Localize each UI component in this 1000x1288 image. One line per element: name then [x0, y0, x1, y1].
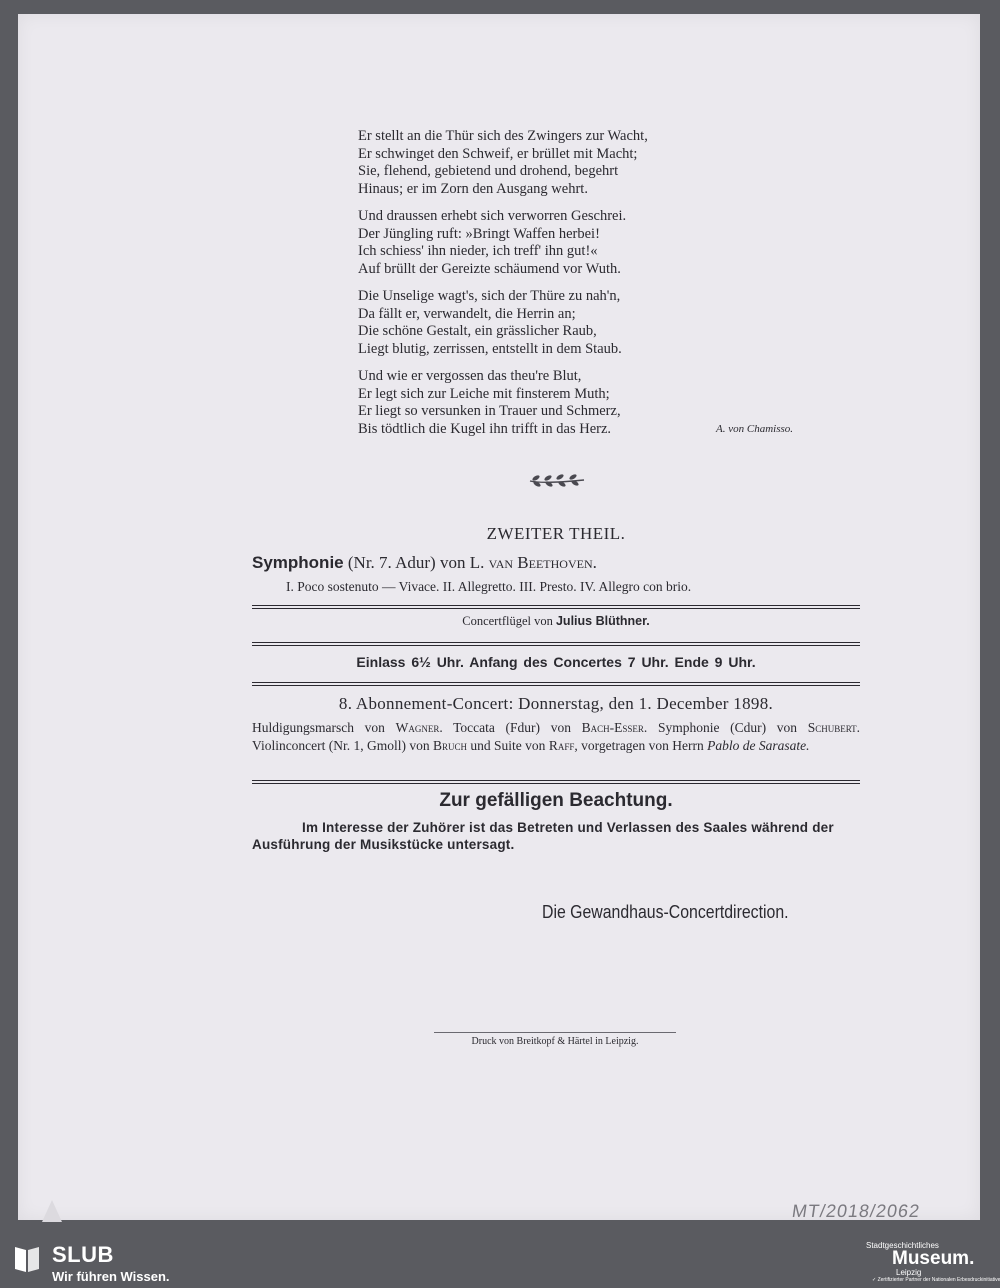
- composer-name: van Beethoven.: [488, 553, 597, 572]
- poem-line: Und draussen erhebt sich verworren Geschrei.: [358, 208, 627, 224]
- program-text: Huldigungsmarsch von: [252, 720, 385, 735]
- movements-list: I. Poco sostenuto — Vivace. II. Allegretto. III. Presto. IV. Allegro con brio.: [286, 579, 692, 594]
- slub-logo-icon: [12, 1244, 42, 1274]
- poem-line: Hinaus; er im Zorn den Ausgang wehrt.: [358, 180, 588, 197]
- poem-stanza: [358, 128, 648, 198]
- double-rule: [252, 682, 860, 686]
- poem-line: Sie, flehend, gebietend und drohend, begehrt: [358, 163, 619, 179]
- performer-name: Pablo de Sarasate.: [707, 738, 810, 753]
- work-title: Symphonie: [252, 553, 344, 572]
- archive-number: MT/2018/2062: [790, 1201, 922, 1221]
- poem-line: Er schwinget den Schweif, er brüllet mit Macht;: [358, 145, 638, 162]
- program-page: [18, 14, 980, 1220]
- printer-rule: [434, 1032, 676, 1033]
- program-text: vorgetragen von Herrn: [581, 738, 704, 753]
- museum-certificate: ✓ Zertifizierter Partner der Nationalen Erbesdruckinitiative: [872, 1277, 1000, 1283]
- poem-line: Ich schiess' ihn nieder, ich treff' ihn gut!«: [358, 243, 598, 259]
- concert-times: Einlass 6½ Uhr. Anfang des Concertes 7 Uhr. Ende 9 Uhr.: [356, 654, 756, 670]
- museum-name: Museum.: [892, 1248, 975, 1269]
- symphony-line: [252, 553, 597, 573]
- double-rule: [252, 642, 860, 646]
- next-concert-heading: 8. Abonnement-Concert: Donnerstag, den 1. December 1898.: [338, 694, 774, 713]
- poem-line: Er legt sich zur Leiche mit finsterem Muth;: [358, 385, 610, 402]
- work-detail: (Nr. 7. Adur) von L.: [347, 553, 485, 572]
- slub-tagline: Wir führen Wissen.: [52, 1269, 170, 1284]
- poem-line: Liegt blutig, zerrissen, entstellt in dem Staub.: [358, 340, 622, 357]
- laurel-ornament-icon: [528, 472, 586, 490]
- poem-line: Die Unselige wagt's, sich der Thüre zu nah'n,: [358, 288, 621, 304]
- poem-line: Die schöne Gestalt, ein grässlicher Raub,: [358, 323, 597, 339]
- composer-name: Wagner.: [395, 720, 443, 735]
- footer-bar: [0, 1238, 1000, 1288]
- piano-maker: Julius Blüthner.: [555, 614, 650, 628]
- poem-author: A. von Chamisso.: [716, 423, 793, 435]
- piano-credit: [252, 614, 860, 629]
- poem-line: Er liegt so versunken in Trauer und Schmerz,: [358, 403, 621, 419]
- composer-name: Schubert.: [807, 720, 861, 735]
- part-two-heading: ZWEITER THEIL.: [486, 524, 626, 543]
- notice-text: Im Interesse der Zuhörer ist das Betreten und Verlassen des Saales während der Ausführung der Musikstücke untersagt.: [252, 820, 834, 852]
- poem-line: Und wie er vergossen das theu're Blut,: [358, 368, 582, 384]
- notice-heading: Zur gefälligen Beachtung.: [439, 790, 673, 811]
- paper-corner: [42, 1200, 62, 1222]
- slub-name: SLUB: [52, 1242, 114, 1267]
- program-text: und Suite von: [470, 738, 546, 753]
- next-concert-program: [252, 719, 860, 755]
- poem-line: Bis tödtlich die Kugel ihn trifft in das Herz.: [358, 420, 612, 437]
- poem-line: Der Jüngling ruft: »Bringt Waffen herbei!: [358, 225, 600, 242]
- printer-imprint: Druck von Breitkopf & Härtel in Leipzig.: [471, 1036, 639, 1047]
- poem: [358, 128, 648, 448]
- composer-name: Raff,: [548, 738, 578, 753]
- double-rule: [252, 605, 860, 609]
- poem-line: Da fällt er, verwandelt, die Herrin an;: [358, 305, 576, 322]
- program-text: Symphonie (Cdur) von: [657, 720, 798, 735]
- poem-stanza: [358, 208, 648, 278]
- poem-stanza: [358, 288, 648, 358]
- program-text: Toccata (Fdur) von: [453, 720, 571, 735]
- museum-subtitle: Stadtgeschichtliches: [866, 1241, 939, 1250]
- poem-line: Er stellt an die Thür sich des Zwingers zur Wacht,: [358, 128, 648, 144]
- museum-city: Leipzig: [896, 1268, 922, 1277]
- program-text: Violinconcert (Nr. 1, Gmoll) von: [252, 738, 430, 753]
- piano-prefix: Concertflügel von: [462, 614, 553, 628]
- double-rule: [252, 780, 860, 784]
- composer-name: Bruch: [433, 738, 468, 753]
- poem-line: Auf brüllt der Gereizte schäumend vor Wuth.: [358, 260, 621, 277]
- poem-stanza: [358, 368, 648, 438]
- composer-name: Bach-Esser.: [581, 720, 648, 735]
- concert-direction-signature: Die Gewandhaus-Concertdirection.: [542, 902, 789, 922]
